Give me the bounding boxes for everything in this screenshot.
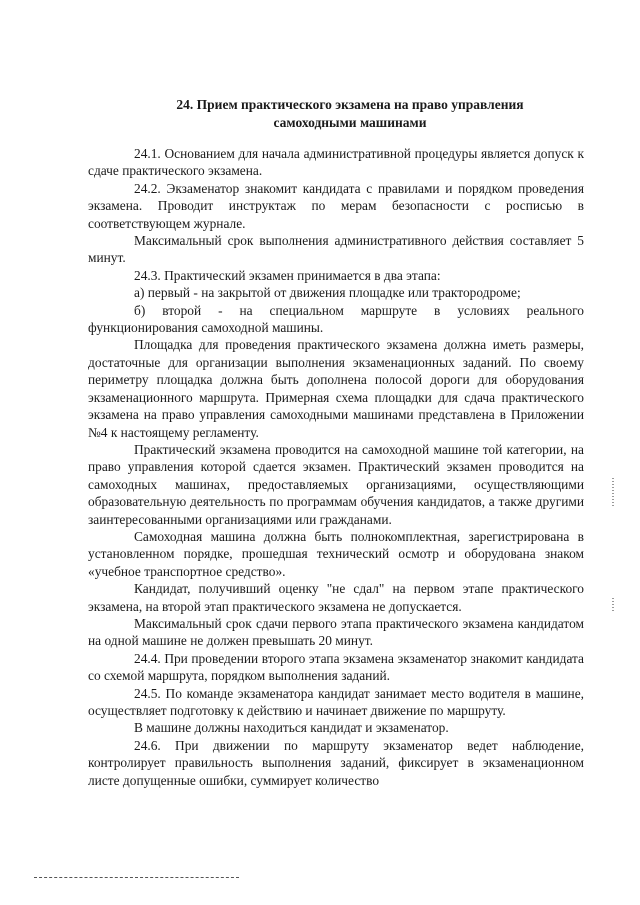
paragraph-failed-candidate: Кандидат, получивший оценку "не сдал" на первом этапе практического экзамена, на второй этап практического экзамена не допускается.	[88, 581, 584, 614]
list-item-stage-a: а) первый - на закрытой от движения площадке или трактородроме;	[134, 285, 521, 301]
paragraph-24-3: 24.3. Практический экзамен принимается в два этапа:	[134, 267, 441, 283]
scan-margin-mark	[612, 478, 614, 508]
section-body	[88, 145, 584, 789]
paragraph-24-1: 24.1. Основанием для начала административной процедуры является допуск к сдаче практического экзамена.	[88, 146, 584, 179]
section-title-line-2: самоходными машинами	[273, 115, 427, 130]
scan-margin-mark	[612, 598, 614, 612]
paragraph-24-2: 24.2. Экзаменатор знакомит кандидата с правилами и порядком проведения экзамена. Проводит инструктаж по мерам безопасности с росписью в соответствующем журнале.	[88, 180, 584, 231]
footnote-separator	[34, 877, 239, 878]
paragraph-24-5: 24.5. По команде экзаменатора кандидат занимает место водителя в машине, осуществляет подготовку к действию и начинает движение по маршруту.	[88, 685, 584, 718]
section-title	[150, 96, 550, 132]
paragraph-exam-area: Площадка для проведения практического экзамена должна иметь размеры, достаточные для организации выполнения экзаменационных заданий. По своему периметру площадка должна быть дополнена полосой дороги для оборудования экзаменационного маршрута. Примерная схема площадки для сдача практического экзамена на право управления самоходными машинами представлена в Приложении №4 к настоящему регламенту.	[88, 337, 584, 440]
paragraph-24-6: 24.6. При движении по маршруту экзаменатор ведет наблюдение, контролирует правильность выполнения заданий, фиксирует в экзаменационном листе допущенные ошибки, суммирует количество	[88, 737, 584, 788]
list-item-stage-b: б) второй - на специальном маршруте в условиях реального функционирования самоходной машины.	[88, 302, 584, 336]
paragraph-persons-in-vehicle: В машине должны находиться кандидат и экзаменатор.	[134, 720, 449, 736]
section-title-line-1: 24. Прием практического экзамена на право управления	[176, 97, 524, 112]
paragraph-max-time-20-min: Максимальный срок сдачи первого этапа практического экзамена кандидатом на одной машине не должен превышать 20 минут.	[88, 615, 584, 649]
paragraph-exam-vehicle: Практический экзамена проводится на самоходной машине той категории, на право управления которой сдается экзамен. Практический экзамен проводится на самоходных машинах, предоставляемых организациями, осуществляющими образовательную деятельность по программам обучения кандидатов, а также другими заинтересованными организациями или гражданами.	[88, 441, 584, 527]
paragraph-24-4: 24.4. При проведении второго этапа экзамена экзаменатор знакомит кандидата со схемой маршрута, порядком выполнения заданий.	[88, 650, 584, 684]
paragraph-vehicle-requirements: Самоходная машина должна быть полнокомплектная, зарегистрирована в установленном порядке, прошедшая технический осмотр и оборудована знаком «учебное транспортное средство».	[88, 528, 584, 579]
paragraph-max-time-5-min: Максимальный срок выполнения административного действия составляет 5 минут.	[88, 233, 584, 266]
